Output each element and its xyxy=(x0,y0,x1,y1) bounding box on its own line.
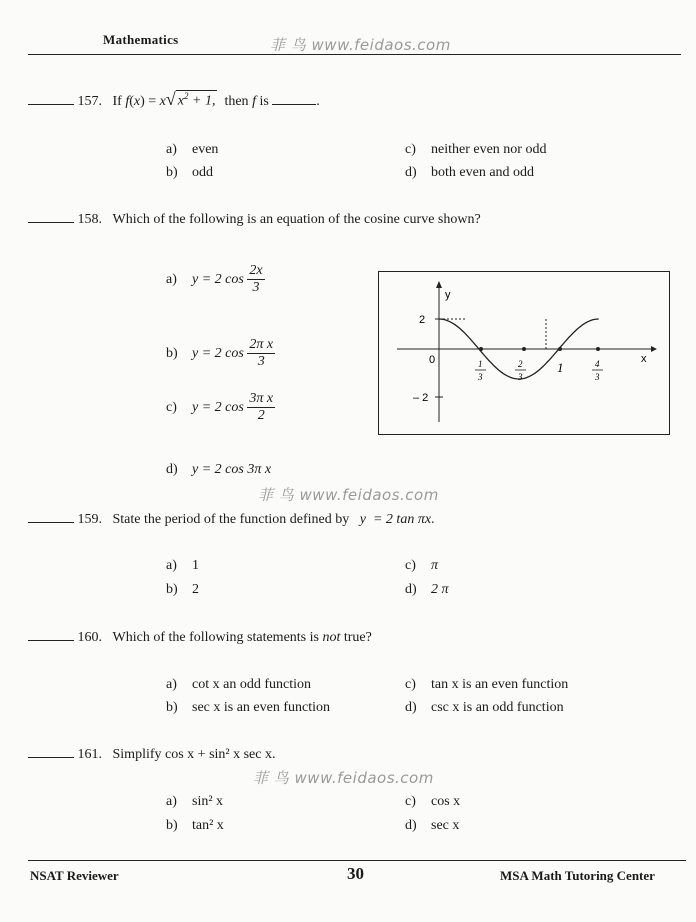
question-number: 158. xyxy=(77,212,102,227)
footer-left: NSAT Reviewer xyxy=(30,868,119,883)
option-160-d: d) csc x is an odd function xyxy=(405,700,564,715)
y-axis-arrow xyxy=(436,281,442,288)
option-157-b: b) odd xyxy=(166,165,213,180)
function-expression: y = 2 tan πx xyxy=(359,512,432,527)
question-number: 161. xyxy=(77,747,102,762)
fraction: $\frac{\text{2π x}}{3}$ xyxy=(249,337,274,369)
tick-label-y-neg: – 2 xyxy=(413,392,429,404)
question-text-mid: then xyxy=(224,94,249,109)
option-157-d: d) both even and odd xyxy=(405,165,535,180)
option-160-c: c) tan x is an even function xyxy=(405,677,569,692)
question-161 xyxy=(28,747,275,763)
option-158-d: d) y = 2 cos 3π x xyxy=(166,462,272,477)
question-text-end: true? xyxy=(343,630,372,645)
question-160 xyxy=(28,630,372,646)
page-header-title: Mathematics xyxy=(103,32,179,47)
fraction: $\frac{2x}{3}$ xyxy=(249,263,263,295)
question-text: If xyxy=(112,94,122,109)
x-intercept-point xyxy=(479,347,483,351)
sqrt-expression: √ $x^2 + 1$, xyxy=(165,89,216,109)
watermark: 菲 鸟 www.feidaos.com xyxy=(253,769,434,787)
option-158-a: a) y = 2 cos $\frac{2x}{3}$ xyxy=(166,263,263,295)
option-158-b: b) y = 2 cos $\frac{\text{2π x}}{3}$ xyxy=(166,337,274,369)
option-159-d: d) 2 π xyxy=(405,582,449,597)
answer-blank xyxy=(28,104,74,105)
answer-blank xyxy=(28,757,74,758)
tick-label-x2-den: 3 xyxy=(518,372,523,382)
y-axis-label: y xyxy=(445,289,451,301)
fraction: $\frac{\text{3π x}}{2}$ xyxy=(249,391,274,423)
x-axis-arrow xyxy=(651,346,657,352)
footer-rule xyxy=(28,860,686,861)
tick-label-x1-num: 1 xyxy=(478,359,483,369)
header-rule xyxy=(28,54,681,55)
option-159-a: a) 1 xyxy=(166,558,199,573)
origin-label: 0 xyxy=(429,354,436,366)
question-text: Which of the following is an equation of the cosine curve shown? xyxy=(112,212,481,227)
option-159-b: b) 2 xyxy=(166,582,199,597)
question-text: State the period of the function defined by xyxy=(112,512,350,527)
option-158-c: c) y = 2 cos $\frac{\text{3π x}}{2}$ xyxy=(166,391,274,423)
tick-label-x2-num: 2 xyxy=(518,359,523,369)
watermark: 菲 鸟 www.feidaos.com xyxy=(270,36,451,54)
question-emphasis: not xyxy=(322,630,341,645)
question-number: 157. xyxy=(77,94,102,109)
question-text-is: is xyxy=(259,94,269,109)
question-text: Simplify cos x + sin² x sec x. xyxy=(112,747,276,762)
question-number: 159. xyxy=(77,512,102,527)
page-number: 30 xyxy=(347,864,364,883)
option-160-b: b) sec x is an even function xyxy=(166,700,331,715)
cosine-graph xyxy=(378,271,670,435)
x-intercept-point xyxy=(558,347,562,351)
tick-label-x4-den: 3 xyxy=(595,372,600,382)
tick-label-y-pos: 2 xyxy=(419,314,426,326)
option-161-a: a) sin² x xyxy=(166,794,224,809)
question-159: 159. State the period of the function defined by y = 2 tan πx. xyxy=(28,512,435,528)
footer-right: MSA Math Tutoring Center xyxy=(500,868,655,883)
question-158 xyxy=(28,212,481,228)
question-157: 157. If f(x) = x √ $x^2 + 1$, then f is . xyxy=(28,89,320,110)
option-157-a: a) even xyxy=(166,142,219,157)
function-expression: f xyxy=(125,94,130,109)
option-161-c: c) cos x xyxy=(405,794,461,809)
function-symbol: f xyxy=(252,94,256,109)
option-161-b: b) tan² x xyxy=(166,818,224,833)
option-161-d: d) sec x xyxy=(405,818,460,833)
option-157-c: c) neither even nor odd xyxy=(405,142,547,157)
answer-blank xyxy=(28,640,74,641)
cosine-graph-svg xyxy=(379,272,669,434)
watermark: 菲 鸟 www.feidaos.com xyxy=(258,486,439,504)
inline-blank xyxy=(272,104,316,105)
option-160-a: a) cot x an odd function xyxy=(166,677,311,692)
tick-point xyxy=(522,347,526,351)
x-axis-label: x xyxy=(641,353,647,365)
tick-label-x3: 1 xyxy=(557,360,564,375)
question-number: 160. xyxy=(77,630,102,645)
question-text: Which of the following statements is xyxy=(112,630,319,645)
tick-label-x1-den: 3 xyxy=(478,372,483,382)
tick-label-x4-num: 4 xyxy=(595,359,600,369)
answer-blank xyxy=(28,222,74,223)
tick-point xyxy=(596,347,600,351)
answer-blank xyxy=(28,522,74,523)
option-159-c: c) π xyxy=(405,558,439,573)
